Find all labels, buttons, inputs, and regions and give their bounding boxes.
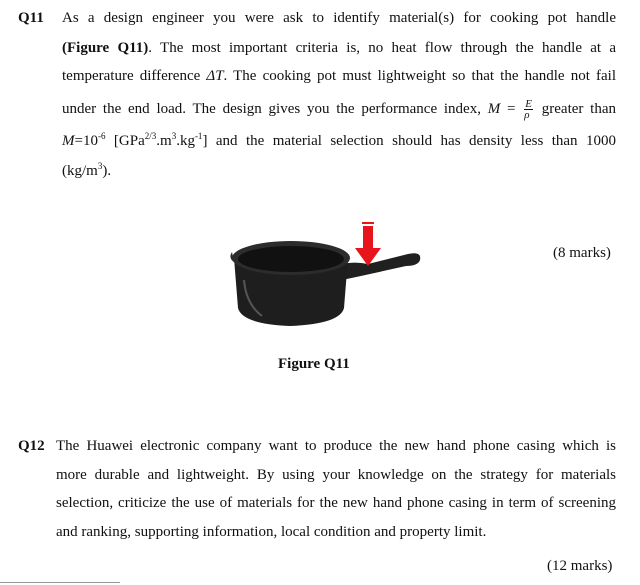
fraction-numerator: E: [525, 98, 532, 110]
q11-line-3-text-b: . The cooking pot must lightweight so that the handle not fail: [223, 68, 616, 84]
m-value: =10: [74, 133, 98, 149]
q12-line-1: The Huawei electronic company want to produce the new hand phone casing which is: [56, 438, 616, 454]
q11-line-4: [62, 99, 616, 120]
footer-divider: [0, 582, 120, 583]
q11-line-3: [62, 68, 616, 85]
m-symbol: M: [62, 133, 75, 149]
q11-line-2: [62, 40, 616, 57]
q12-line-4: and ranking, supporting information, local condition and property limit.: [56, 524, 487, 540]
unit-text-a: [GPa: [105, 133, 145, 149]
unit-text-b: .m: [156, 133, 172, 149]
figure-caption: Figure Q11: [278, 356, 350, 372]
density-unit-exponent: 3: [97, 161, 103, 171]
q11-line-1: As a design engineer you were ask to identify material(s) for cooking pot handle: [62, 10, 616, 26]
down-arrow-load: [355, 222, 381, 266]
question-number-q11: Q11: [18, 10, 44, 26]
m-exponent: -6: [97, 131, 106, 141]
unit-exponent-3: -1: [194, 131, 203, 141]
question-number-q12: Q12: [18, 438, 45, 454]
pot-interior: [238, 246, 344, 272]
q11-line-3-text-a: temperature difference: [62, 68, 207, 84]
performance-index-symbol: M: [487, 100, 501, 117]
cooking-pot-illustration: [228, 220, 424, 330]
density-unit-a: (kg/m: [62, 163, 98, 179]
figure-reference: (Figure Q11): [62, 40, 149, 56]
q12-marks: (12 marks): [547, 558, 613, 574]
unit-text-c: .kg: [176, 133, 195, 149]
performance-index-fraction: [524, 99, 533, 120]
q11-marks: (8 marks): [553, 245, 611, 261]
delta-t-symbol: ΔT: [206, 68, 224, 84]
q11-line-5: [62, 133, 616, 150]
q12-line-2: more durable and lightweight. By using your knowledge on the strategy for materials: [56, 467, 616, 483]
equals-sign: =: [500, 100, 523, 117]
q11-line-2-text: . The most important criteria is, no heat flow through the handle at a: [148, 40, 616, 56]
q12-line-3: selection, criticize the use of materials for the new hand phone casing in term of screening: [56, 495, 616, 511]
q11-line-4-text-b: greater than: [534, 100, 616, 117]
fraction-denominator: ρ: [524, 109, 530, 121]
q11-line-6: [62, 163, 111, 180]
unit-exponent-1: 2/3: [144, 131, 157, 141]
density-unit-b: ).: [102, 163, 112, 179]
unit-exponent-2: 3: [171, 131, 177, 141]
q11-line-4-text-a: under the end load. The design gives you the performance index,: [62, 100, 488, 117]
q11-line-5-text: ] and the material selection should has density less than 1000: [202, 133, 616, 149]
